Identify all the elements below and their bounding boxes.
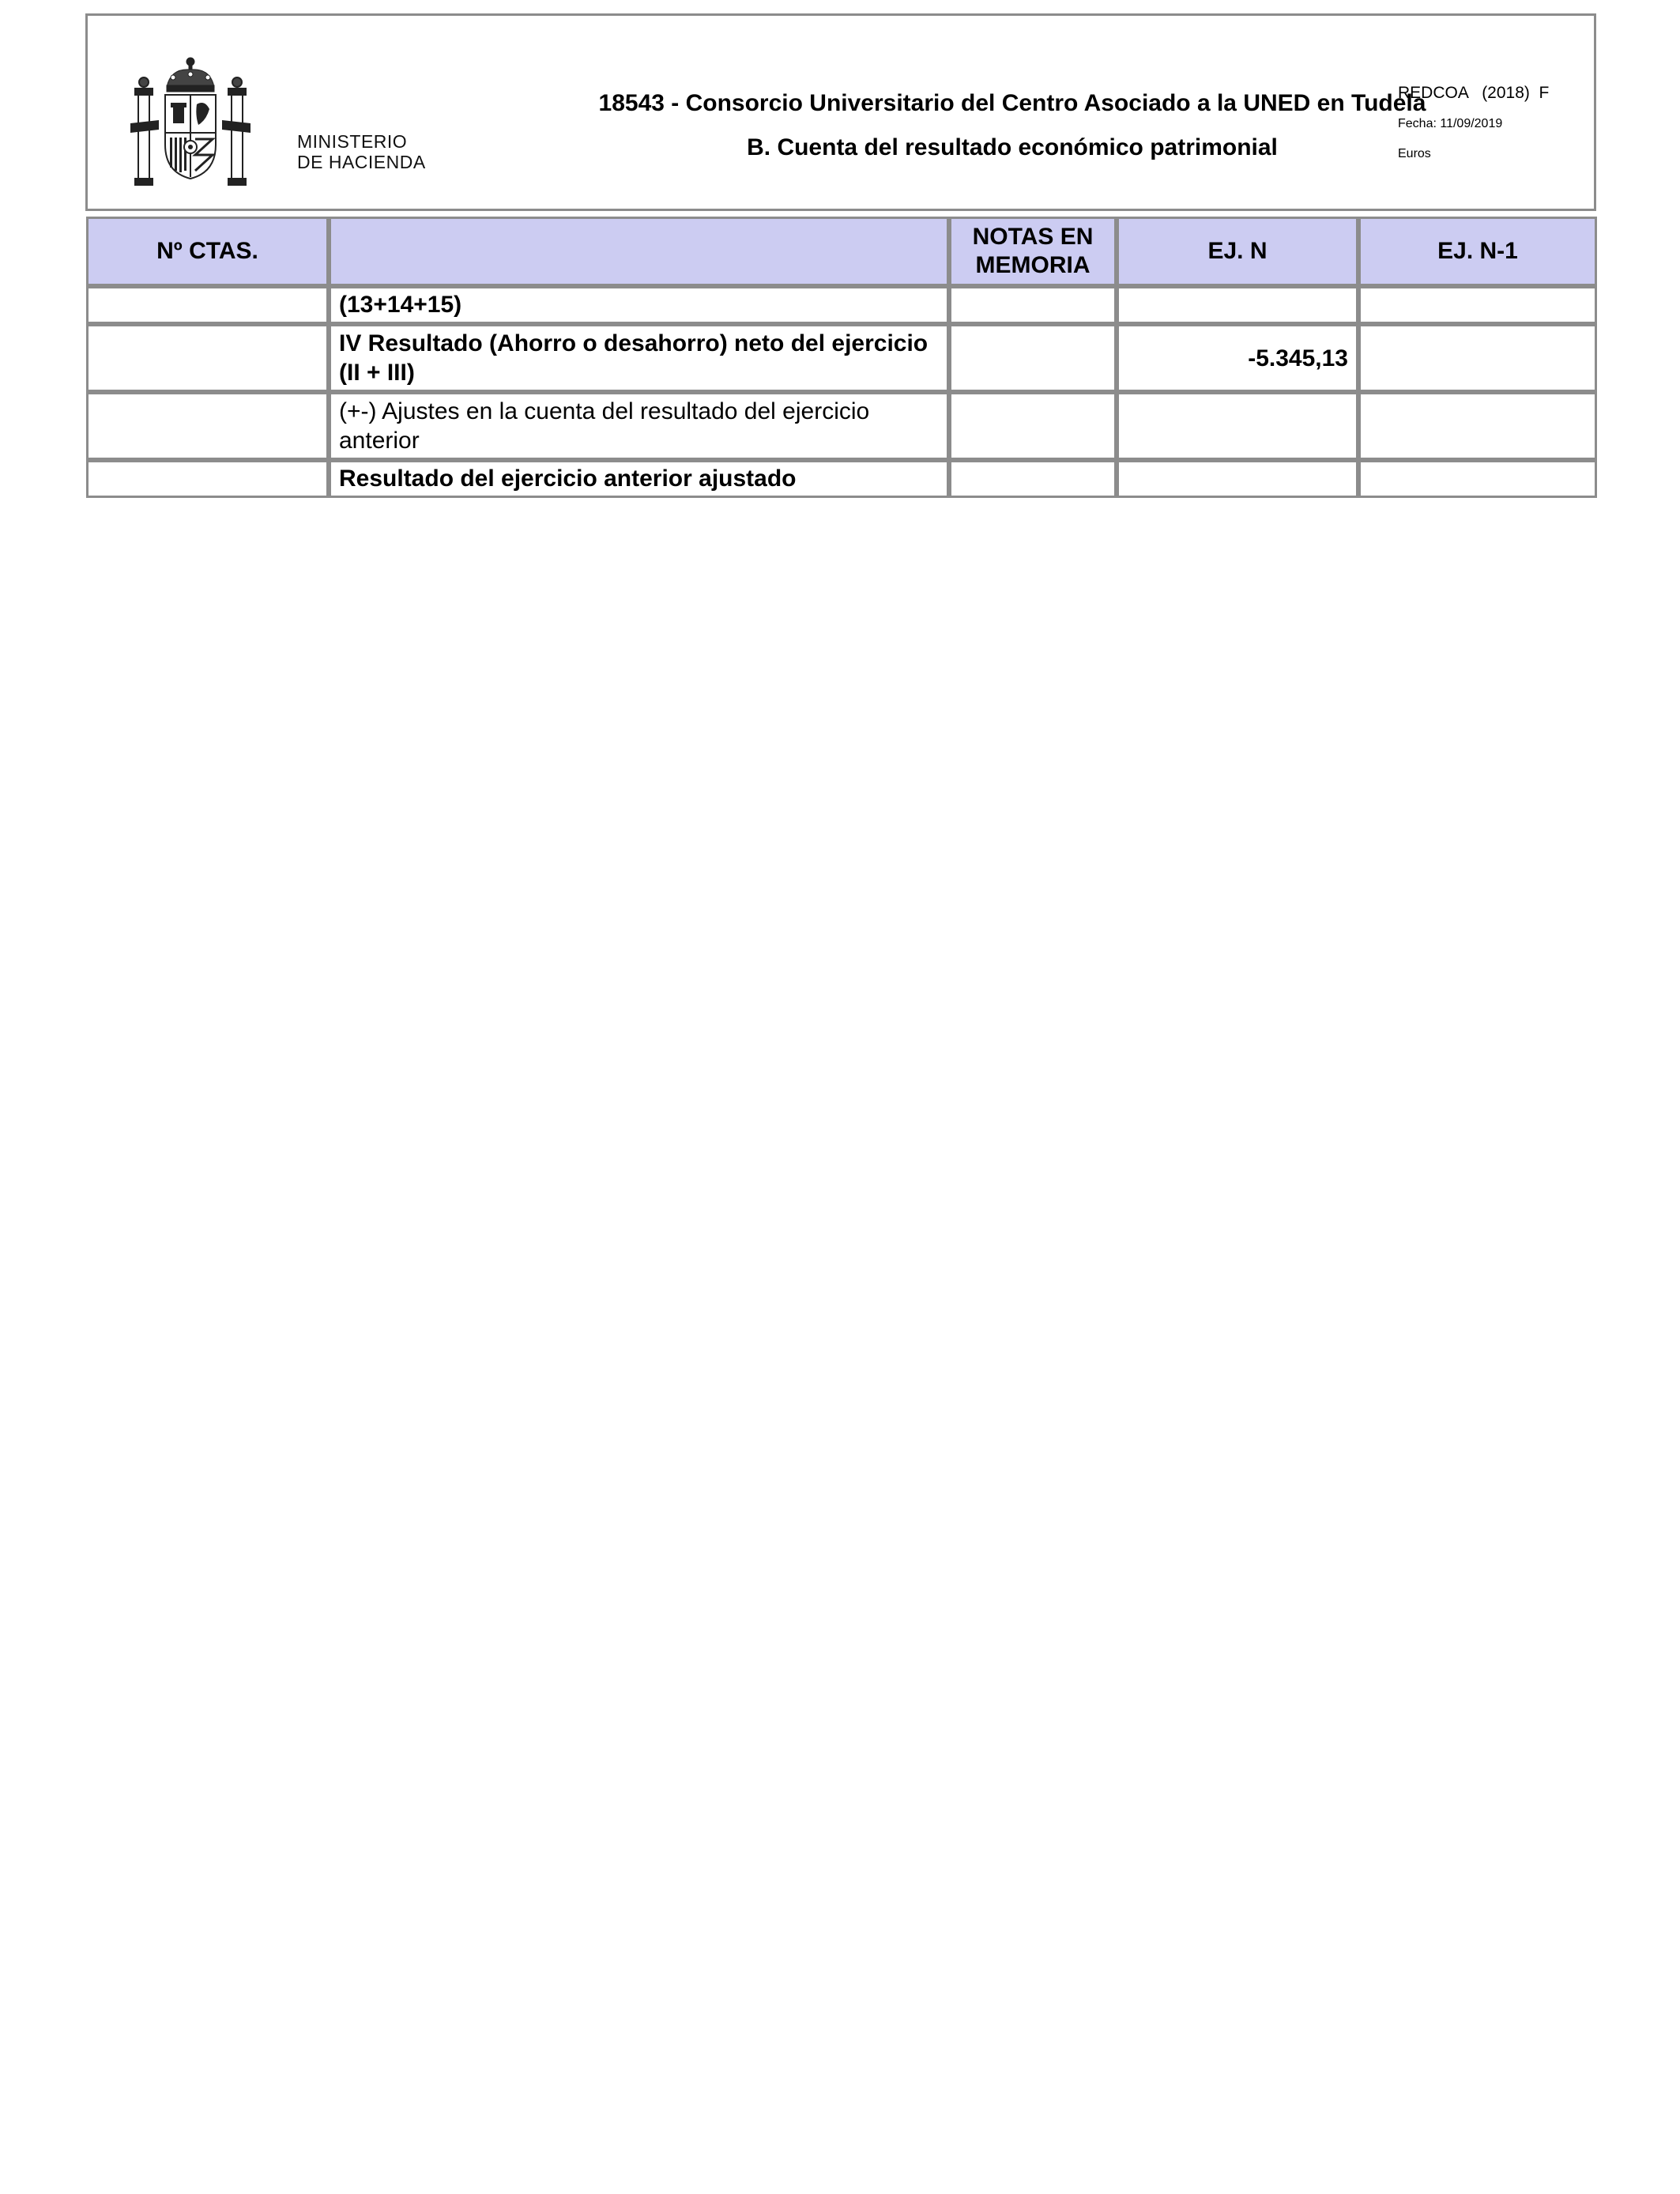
cell-ej-n1 <box>1358 392 1597 460</box>
table-row <box>86 392 1597 460</box>
ministry-name <box>297 131 426 172</box>
cell-ej-n1 <box>1358 286 1597 324</box>
report-unit: Euros <box>1398 147 1431 160</box>
table-row <box>86 286 1597 324</box>
column-header-ej-n1: EJ. N-1 <box>1358 217 1597 286</box>
result-account-table <box>86 217 1597 498</box>
report-title: 18543 - Consorcio Universitario del Centro Asociado a la UNED en Tudela <box>598 90 1426 116</box>
cell-concepto: Resultado del ejercicio anterior ajustado <box>329 460 949 498</box>
column-header-cuentas: Nº CTAS. <box>86 217 329 286</box>
report-subtitle: B. Cuenta del resultado económico patrimonial <box>747 134 1278 160</box>
cell-concepto: IV Resultado (Ahorro o desahorro) neto del ejercicio (II + III) <box>329 324 949 392</box>
spain-coat-of-arms-icon <box>127 54 254 188</box>
cell-cuentas <box>86 286 329 324</box>
ministry-logo <box>127 54 426 188</box>
cell-concepto: (13+14+15) <box>329 286 949 324</box>
cell-ej-n: -5.345,13 <box>1117 324 1358 392</box>
report-date: Fecha: 11/09/2019 <box>1398 117 1503 130</box>
cell-cuentas <box>86 392 329 460</box>
cell-cuentas <box>86 460 329 498</box>
table-header-row <box>86 217 1597 286</box>
report-header <box>85 13 1596 211</box>
cell-notas <box>949 460 1117 498</box>
cell-concepto: (+-) Ajustes en la cuenta del resultado del ejercicio anterior <box>329 392 949 460</box>
cell-cuentas <box>86 324 329 392</box>
ministry-name-line1: MINISTERIO <box>297 131 408 152</box>
cell-ej-n1 <box>1358 324 1597 392</box>
report-code: REDCOA (2018) F <box>1398 84 1550 102</box>
ministry-name-line2: DE HACIENDA <box>297 152 426 172</box>
cell-ej-n1 <box>1358 460 1597 498</box>
cell-ej-n <box>1117 286 1358 324</box>
table-row <box>86 324 1597 392</box>
cell-notas <box>949 392 1117 460</box>
column-header-concepto <box>329 217 949 286</box>
column-header-notas: NOTAS EN MEMORIA <box>949 217 1117 286</box>
cell-ej-n <box>1117 460 1358 498</box>
report-meta <box>1398 84 1549 161</box>
cell-notas <box>949 286 1117 324</box>
cell-ej-n <box>1117 392 1358 460</box>
column-header-ej-n: EJ. N <box>1117 217 1358 286</box>
table-row <box>86 460 1597 498</box>
cell-notas <box>949 324 1117 392</box>
